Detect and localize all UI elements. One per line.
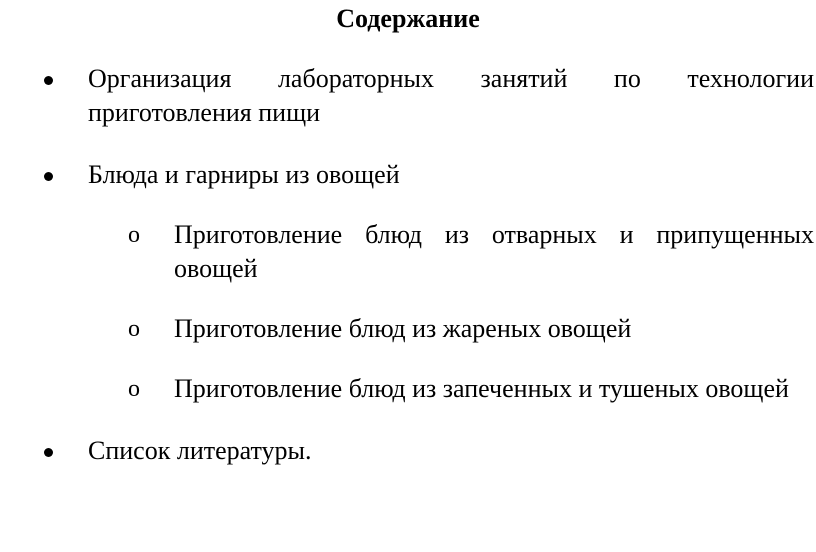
list-item bbox=[88, 62, 814, 130]
bullet-dot-icon bbox=[44, 172, 53, 181]
bullet-circle-icon: o bbox=[128, 316, 140, 342]
list-item bbox=[88, 158, 814, 192]
page-title: Содержание bbox=[336, 4, 480, 33]
list-item bbox=[174, 312, 814, 346]
list-item-text-line1: Приготовление блюд из запеченных и тушеных овощей bbox=[174, 374, 789, 403]
bullet-dot-icon bbox=[44, 448, 53, 457]
list-item-text-line1: Блюда и гарниры из овощей bbox=[88, 160, 400, 189]
list-item-text-line1: Приготовление блюд из отварных и припущенных bbox=[174, 220, 814, 249]
list-item-text-line2: приготовления пищи bbox=[88, 98, 321, 127]
list-item-text-line1: Организация лабораторных занятий по технологии bbox=[88, 64, 814, 93]
list-item bbox=[174, 218, 814, 286]
list-item bbox=[174, 372, 814, 406]
list-item-text-line1: Список литературы. bbox=[88, 436, 312, 465]
bullet-circle-icon: o bbox=[128, 222, 140, 248]
bullet-circle-icon: o bbox=[128, 376, 140, 402]
list-item-text-line1: Приготовление блюд из жареных овощей bbox=[174, 314, 632, 343]
list-item bbox=[88, 434, 814, 468]
list-item-text-line2: овощей bbox=[174, 254, 258, 283]
bullet-dot-icon bbox=[44, 76, 53, 85]
